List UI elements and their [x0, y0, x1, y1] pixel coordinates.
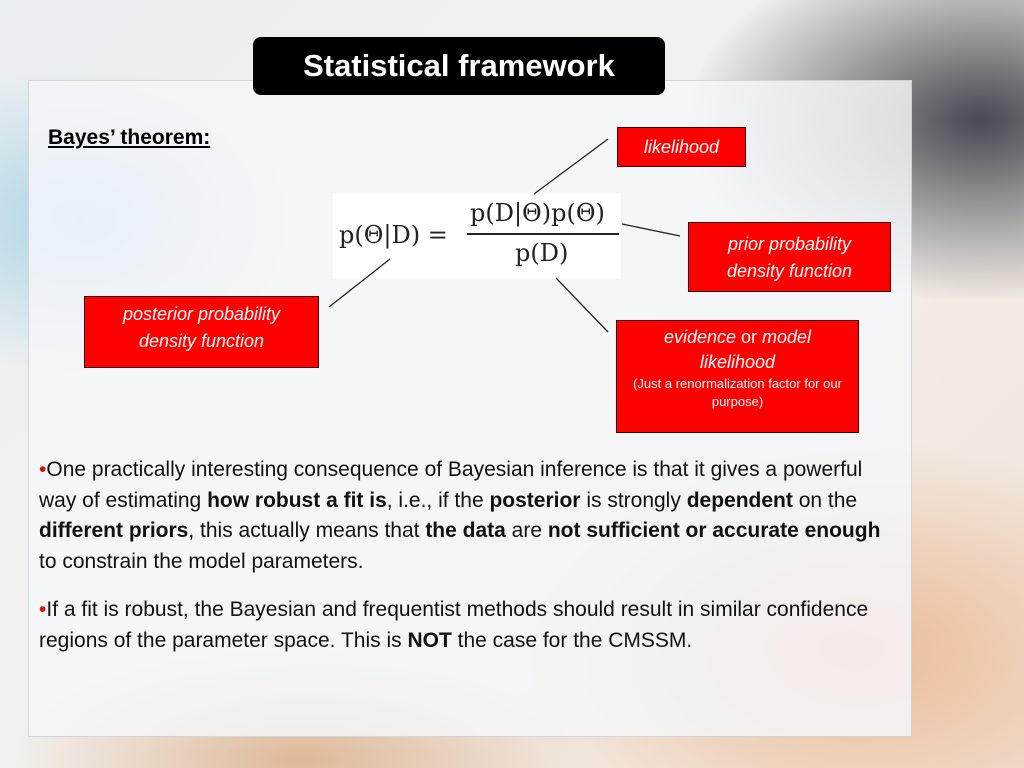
prior-label: [688, 222, 891, 292]
bullet-text: to constrain the model parameters.: [39, 549, 364, 573]
formula-denominator: p(D): [515, 239, 569, 267]
bullet-bold: posterior: [489, 488, 581, 512]
bullet-text: One practically interesting consequence of Bayesian inference is that it gives a powerful way of estimating: [39, 458, 863, 512]
bayes-formula: [333, 193, 621, 279]
evidence-note: (Just a renormalization factor for our purpose): [633, 376, 842, 409]
bullet-item: [39, 595, 889, 656]
evidence-or: or: [736, 327, 763, 347]
bullet-list: [39, 455, 889, 674]
bullet-bold: different priors: [39, 519, 189, 542]
evidence-model: model: [762, 327, 812, 347]
bullet-bold: dependent: [686, 488, 793, 512]
evidence-word: evidence: [663, 327, 736, 347]
posterior-line2: density function: [138, 331, 265, 351]
bayes-theorem-heading: Bayes’ theorem:: [48, 126, 211, 149]
posterior-label: [84, 296, 319, 368]
bullet-bold: NOT: [407, 628, 452, 652]
slide-title: Statistical framework: [253, 37, 665, 95]
bullet-text: is strongly: [580, 488, 687, 512]
evidence-line2: likelihood: [699, 352, 776, 372]
bullet-text: the case for the CMSSM.: [451, 628, 693, 652]
bullet-bold: how robust a fit is: [207, 488, 387, 512]
formula-numerator: p(D|Θ)p(Θ): [470, 199, 605, 227]
prior-line1: prior probability: [727, 234, 852, 254]
bullet-bold: not sufficient or accurate enough: [547, 519, 881, 542]
bullet-bold: the data: [425, 519, 506, 542]
bullet-text: , this actually means that: [188, 519, 426, 542]
bullet-text: are: [505, 519, 548, 542]
likelihood-label: [617, 127, 746, 167]
bullet-marker: •: [39, 598, 47, 621]
fraction-bar: [467, 233, 619, 235]
bullet-marker: •: [39, 458, 47, 481]
posterior-line1: posterior probability: [122, 304, 281, 324]
bullet-text: , i.e., if the: [386, 488, 490, 512]
evidence-label: [616, 320, 859, 433]
bullet-item: [39, 455, 889, 577]
prior-line2: density function: [726, 261, 853, 281]
bullet-text: If a fit is robust, the Bayesian and frequentist methods should result in similar confidence regions of the parameter space. This is: [39, 598, 869, 652]
bullet-text: on the: [792, 488, 858, 512]
likelihood-text: likelihood: [643, 137, 720, 157]
formula-lhs: p(Θ|D) =: [339, 221, 448, 249]
